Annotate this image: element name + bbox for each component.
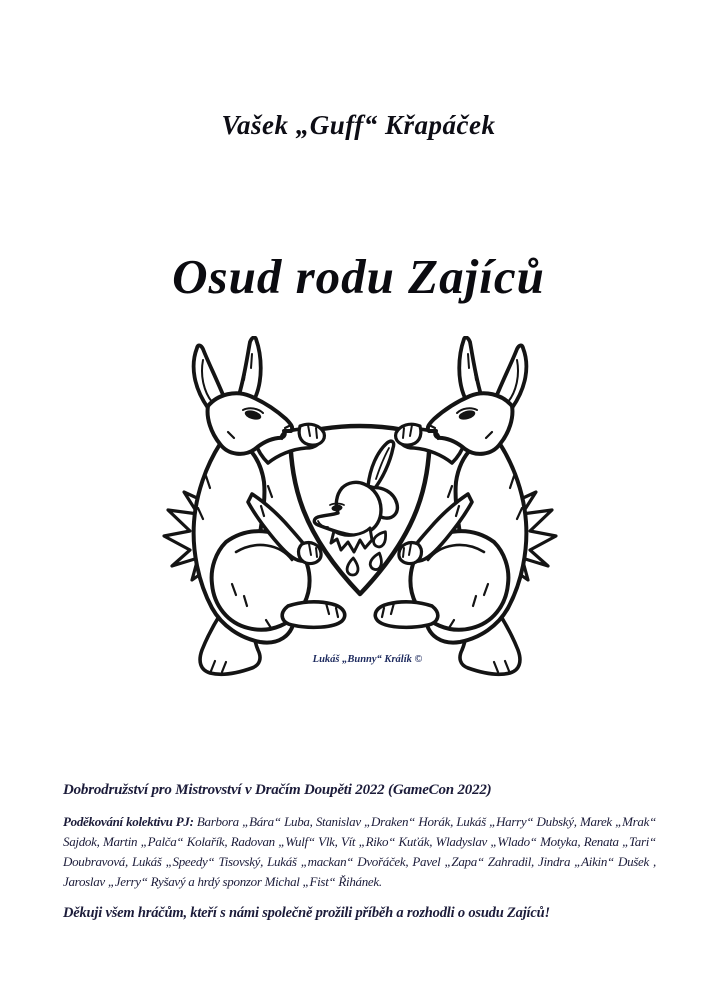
rabbit-forward-foot xyxy=(282,602,345,628)
acknowledgements-paragraph xyxy=(63,812,656,892)
coat-of-arms-illustration xyxy=(148,336,572,684)
illustration-credit: Lukáš „Bunny“ Králík © xyxy=(312,654,423,665)
page-title: Osud rodu Zajíců xyxy=(172,249,545,304)
rabbit-ear-front xyxy=(238,337,261,398)
footer-block xyxy=(63,782,656,922)
thanks-lead: Poděkování kolektivu PJ: xyxy=(63,814,194,829)
rabbits-shield-artwork xyxy=(148,336,572,684)
closing-line: Děkuji všem hráčům, kteří s námi společně prožili příběh a rozhodli o osudu Zajíců! xyxy=(63,905,550,921)
author-line: Vašek „Guff“ Křapáček xyxy=(221,110,496,140)
event-line: Dobrodružství pro Mistrovství v Dračím Doupěti 2022 (GameCon 2022) xyxy=(63,782,492,798)
thanks-body: Barbora „Bára“ Luba, Stanislav „Draken“ Horák, Lukáš „Harry“ Dubský, Marek „Mrak“ Sajdok, Martin „Palča“ Kolařík, Radovan „Wulf“ Vlk, Vít „Riko“ Kuťák, Wladyslav „Wlado“ Motyka, Renata „Tari“ Doubravová, Lukáš „Speedy“ Tisovský, Lukáš „mackan“ Dvořáček, Pavel „Zapa“ Zahradil, Jindra „Aikin“ Dušek , Jaroslav „Jerry“ Ryšavý a hrdý sponzor Michal „Fist“ Řihánek. xyxy=(63,814,656,889)
